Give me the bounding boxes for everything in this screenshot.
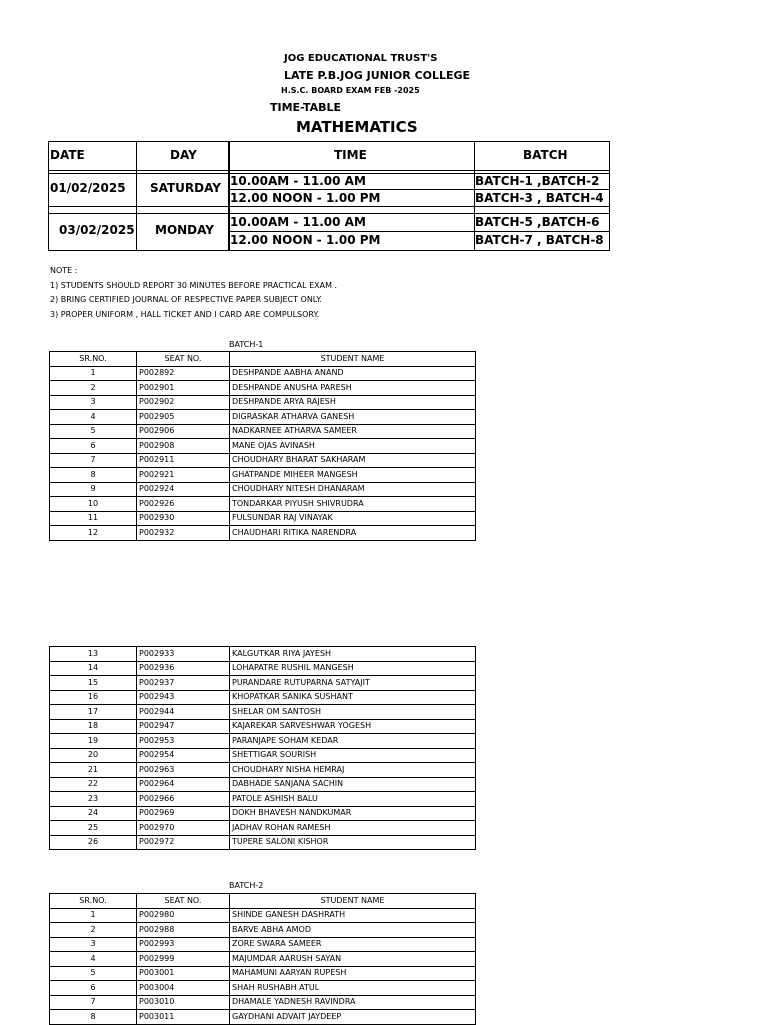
seat-no-cell: P002936: [137, 661, 230, 676]
student-name-cell: LOHAPATRE RUSHIL MANGESH: [230, 661, 476, 676]
student-name-cell: JADHAV ROHAN RAMESH: [230, 821, 476, 836]
sr-no-cell: 16: [50, 690, 137, 705]
table-row: [50, 661, 476, 676]
sr-no-cell: 3: [50, 395, 137, 410]
batch-2-title: BATCH-2: [229, 881, 264, 890]
seat-no-cell: P002954: [137, 748, 230, 763]
batch-cell: BATCH-7 , BATCH-8: [475, 233, 604, 247]
sr-no-cell: 5: [50, 966, 137, 981]
table-row: [50, 424, 476, 439]
sr-no-cell: 22: [50, 777, 137, 792]
seat-no-cell: P002892: [137, 366, 230, 381]
table-row: [50, 719, 476, 734]
col-student-name: STUDENT NAME: [230, 894, 476, 909]
student-name-cell: SHAH RUSHABH ATUL: [230, 981, 476, 996]
note-item: 1) STUDENTS SHOULD REPORT 30 MINUTES BEFORE PRACTICAL EXAM .: [50, 281, 338, 290]
student-name-cell: SHETTIGAR SOURISH: [230, 748, 476, 763]
seat-no-cell: P002966: [137, 792, 230, 807]
batch-1-table-continued: [49, 646, 476, 850]
sr-no-cell: 9: [50, 482, 137, 497]
student-name-cell: GHATPANDE MIHEER MANGESH: [230, 468, 476, 483]
seat-no-cell: P002999: [137, 952, 230, 967]
student-name-cell: SHINDE GANESH DASHRATH: [230, 908, 476, 923]
sr-no-cell: 10: [50, 497, 137, 512]
student-name-cell: DHAMALE YADNESH RAVINDRA: [230, 995, 476, 1010]
timetable: [48, 141, 610, 251]
table-header-row: [50, 894, 476, 909]
col-sr-no: SR.NO.: [50, 894, 137, 909]
seat-no-cell: P002933: [137, 647, 230, 662]
col-time-header: TIME: [334, 148, 367, 162]
exam-title: H.S.C. BOARD EXAM FEB -2025: [281, 86, 420, 95]
batch-cell: BATCH-5 ,BATCH-6: [475, 215, 600, 229]
student-name-cell: MAJUMDAR AARUSH SAYAN: [230, 952, 476, 967]
table-row: [50, 1010, 476, 1025]
sr-no-cell: 7: [50, 995, 137, 1010]
table-row: [50, 395, 476, 410]
col-day-header: DAY: [170, 148, 197, 162]
student-name-cell: DESHPANDE ANUSHA PARESH: [230, 381, 476, 396]
seat-no-cell: P002902: [137, 395, 230, 410]
student-name-cell: CHOUDHARY NISHA HEMRAJ: [230, 763, 476, 778]
sr-no-cell: 19: [50, 734, 137, 749]
seat-no-cell: P002993: [137, 937, 230, 952]
seat-no-cell: P003011: [137, 1010, 230, 1025]
table-row: [50, 705, 476, 720]
student-name-cell: DESHPANDE AABHA ANAND: [230, 366, 476, 381]
note-title: NOTE :: [50, 266, 78, 275]
sr-no-cell: 8: [50, 468, 137, 483]
sr-no-cell: 1: [50, 366, 137, 381]
table-row: [50, 453, 476, 468]
student-name-cell: DOKH BHAVESH NANDKUMAR: [230, 806, 476, 821]
sr-no-cell: 4: [50, 410, 137, 425]
table-row: [50, 763, 476, 778]
table-row: [50, 952, 476, 967]
sr-no-cell: 14: [50, 661, 137, 676]
sr-no-cell: 4: [50, 952, 137, 967]
sr-no-cell: 6: [50, 981, 137, 996]
table-header-row: [50, 352, 476, 367]
sr-no-cell: 25: [50, 821, 137, 836]
sr-no-cell: 18: [50, 719, 137, 734]
student-name-cell: BARVE ABHA AMOD: [230, 923, 476, 938]
student-name-cell: TUPERE SALONI KISHOR: [230, 835, 476, 850]
seat-no-cell: P002953: [137, 734, 230, 749]
table-row: [50, 647, 476, 662]
student-name-cell: NADKARNEE ATHARVA SAMEER: [230, 424, 476, 439]
table-row: [50, 923, 476, 938]
col-batch-header: BATCH: [523, 148, 568, 162]
table-row: [50, 676, 476, 691]
table-row: [50, 966, 476, 981]
sr-no-cell: 8: [50, 1010, 137, 1025]
time-cell: 12.00 NOON - 1.00 PM: [230, 233, 381, 247]
day-cell: SATURDAY: [150, 181, 221, 195]
seat-no-cell: P002901: [137, 381, 230, 396]
student-name-cell: CHAUDHARI RITIKA NARENDRA: [230, 526, 476, 541]
table-row: [50, 821, 476, 836]
table-row: [50, 937, 476, 952]
student-name-cell: MAHAMUNI AARYAN RUPESH: [230, 966, 476, 981]
table-row: [50, 981, 476, 996]
student-name-cell: ZORE SWARA SAMEER: [230, 937, 476, 952]
student-name-cell: DABHADE SANJANA SACHIN: [230, 777, 476, 792]
col-seat-no: SEAT NO.: [137, 894, 230, 909]
date-cell: 01/02/2025: [50, 181, 126, 195]
table-row: [50, 439, 476, 454]
seat-no-cell: P002963: [137, 763, 230, 778]
time-cell: 12.00 NOON - 1.00 PM: [230, 191, 381, 205]
seat-no-cell: P002932: [137, 526, 230, 541]
seat-no-cell: P002930: [137, 511, 230, 526]
seat-no-cell: P002964: [137, 777, 230, 792]
seat-no-cell: P002908: [137, 439, 230, 454]
seat-no-cell: P002905: [137, 410, 230, 425]
sr-no-cell: 6: [50, 439, 137, 454]
table-row: [50, 410, 476, 425]
seat-no-cell: P002921: [137, 468, 230, 483]
student-name-cell: PATOLE ASHISH BALU: [230, 792, 476, 807]
day-cell: MONDAY: [155, 223, 214, 237]
sr-no-cell: 24: [50, 806, 137, 821]
student-name-cell: DIGRASKAR ATHARVA GANESH: [230, 410, 476, 425]
sr-no-cell: 12: [50, 526, 137, 541]
col-sr-no: SR.NO.: [50, 352, 137, 367]
student-name-cell: CHOUDHARY BHARAT SAKHARAM: [230, 453, 476, 468]
sr-no-cell: 3: [50, 937, 137, 952]
note-item: 2) BRING CERTIFIED JOURNAL OF RESPECTIVE PAPER SUBJECT ONLY.: [50, 295, 323, 304]
sr-no-cell: 26: [50, 835, 137, 850]
student-name-cell: GAYDHANI ADVAIT JAYDEEP: [230, 1010, 476, 1025]
note-item: 3) PROPER UNIFORM , HALL TICKET AND I CARD ARE COMPULSORY.: [50, 310, 320, 319]
seat-no-cell: P002972: [137, 835, 230, 850]
batch-cell: BATCH-3 , BATCH-4: [475, 191, 604, 205]
sr-no-cell: 20: [50, 748, 137, 763]
subject-title: MATHEMATICS: [296, 118, 418, 136]
seat-no-cell: P002969: [137, 806, 230, 821]
col-seat-no: SEAT NO.: [137, 352, 230, 367]
sr-no-cell: 5: [50, 424, 137, 439]
student-name-cell: TONDARKAR PIYUSH SHIVRUDRA: [230, 497, 476, 512]
col-date-header: DATE: [50, 148, 85, 162]
seat-no-cell: P002947: [137, 719, 230, 734]
sr-no-cell: 17: [50, 705, 137, 720]
student-name-cell: KHOPATKAR SANIKA SUSHANT: [230, 690, 476, 705]
seat-no-cell: P002980: [137, 908, 230, 923]
table-row: [50, 734, 476, 749]
seat-no-cell: P002937: [137, 676, 230, 691]
table-row: [50, 835, 476, 850]
student-name-cell: PURANDARE RUTUPARNA SATYAJIT: [230, 676, 476, 691]
seat-no-cell: P002924: [137, 482, 230, 497]
student-name-cell: KALGUTKAR RIYA JAYESH: [230, 647, 476, 662]
table-row: [50, 908, 476, 923]
sr-no-cell: 11: [50, 511, 137, 526]
time-cell: 10.00AM - 11.00 AM: [230, 215, 366, 229]
trust-name: JOG EDUCATIONAL TRUST'S: [284, 53, 438, 64]
table-row: [50, 806, 476, 821]
student-name-cell: CHOUDHARY NITESH DHANARAM: [230, 482, 476, 497]
seat-no-cell: P002970: [137, 821, 230, 836]
student-name-cell: KAJAREKAR SARVESHWAR YOGESH: [230, 719, 476, 734]
student-name-cell: FULSUNDAR RAJ VINAYAK: [230, 511, 476, 526]
table-row: [50, 511, 476, 526]
seat-no-cell: P002906: [137, 424, 230, 439]
table-row: [50, 777, 476, 792]
table-row: [50, 748, 476, 763]
sr-no-cell: 21: [50, 763, 137, 778]
table-row: [50, 482, 476, 497]
batch-1-title: BATCH-1: [229, 340, 264, 349]
table-row: [50, 381, 476, 396]
table-row: [50, 366, 476, 381]
sr-no-cell: 2: [50, 381, 137, 396]
student-name-cell: PARANJAPE SOHAM KEDAR: [230, 734, 476, 749]
sr-no-cell: 23: [50, 792, 137, 807]
date-cell: 03/02/2025: [59, 223, 135, 237]
table-row: [50, 995, 476, 1010]
sr-no-cell: 7: [50, 453, 137, 468]
batch-1-table: [49, 351, 476, 541]
sr-no-cell: 13: [50, 647, 137, 662]
student-name-cell: MANE OJAS AVINASH: [230, 439, 476, 454]
table-row: [50, 792, 476, 807]
student-name-cell: SHELAR OM SANTOSH: [230, 705, 476, 720]
sr-no-cell: 2: [50, 923, 137, 938]
student-name-cell: DESHPANDE ARYA RAJESH: [230, 395, 476, 410]
sr-no-cell: 15: [50, 676, 137, 691]
sr-no-cell: 1: [50, 908, 137, 923]
seat-no-cell: P002944: [137, 705, 230, 720]
seat-no-cell: P002943: [137, 690, 230, 705]
college-name: LATE P.B.JOG JUNIOR COLLEGE: [284, 69, 471, 82]
batch-cell: BATCH-1 ,BATCH-2: [475, 174, 600, 188]
seat-no-cell: P002911: [137, 453, 230, 468]
timetable-label: TIME-TABLE: [270, 101, 342, 114]
seat-no-cell: P003010: [137, 995, 230, 1010]
table-row: [50, 468, 476, 483]
seat-no-cell: P003004: [137, 981, 230, 996]
time-cell: 10.00AM - 11.00 AM: [230, 174, 366, 188]
table-row: [50, 526, 476, 541]
batch-2-table: [49, 893, 476, 1025]
seat-no-cell: P003001: [137, 966, 230, 981]
col-student-name: STUDENT NAME: [230, 352, 476, 367]
seat-no-cell: P002988: [137, 923, 230, 938]
table-row: [50, 497, 476, 512]
seat-no-cell: P002926: [137, 497, 230, 512]
table-row: [50, 690, 476, 705]
